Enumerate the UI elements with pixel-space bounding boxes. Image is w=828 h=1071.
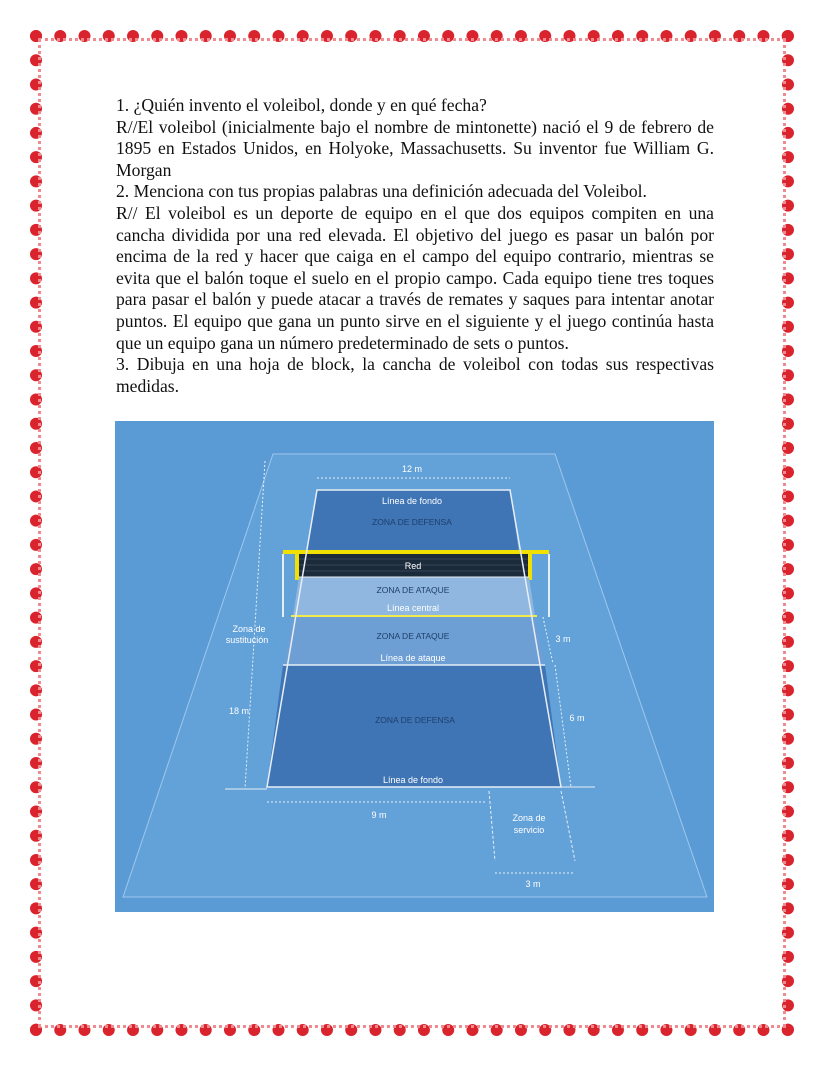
- label-defense-zone-bottom: ZONA DE DEFENSA: [375, 715, 455, 725]
- near-defense-zone: [267, 665, 561, 787]
- net-top-band: [283, 550, 549, 554]
- label-substitution-2: sustitución: [225, 635, 269, 645]
- label-defense-zone-top: ZONA DE DEFENSA: [372, 517, 452, 527]
- label-9m: 9 m: [371, 810, 387, 820]
- court-svg: [115, 421, 714, 912]
- question-1: 1. ¿Quién invento el voleibol, donde y en qué fecha?: [116, 95, 487, 115]
- net-post-right: [528, 550, 532, 580]
- label-substitution-1: Zona de: [232, 624, 266, 634]
- question-3: 3. Dibuja en una hoja de block, la cancha de voleibol con todas sus respectivas medidas.: [116, 354, 714, 396]
- document-body: [116, 95, 714, 397]
- label-attack-line: Línea de ataque: [380, 653, 446, 663]
- label-3m-side: 3 m: [555, 634, 571, 644]
- label-service-zone-1: Zona de: [512, 813, 546, 823]
- net-post-left: [295, 550, 299, 580]
- label-attack-zone-bottom: ZONA DE ATAQUE: [376, 631, 450, 641]
- label-back-line-top: Línea de fondo: [381, 496, 443, 506]
- label-service-zone-2: servicio: [513, 825, 545, 835]
- answer-1: R//El voleibol (inicialmente bajo el nombre de mintonette) nació el 9 de febrero de 1895 en Estados Unidos, en Holyoke, Massachusetts. Su inventor fue William G. Morgan: [116, 116, 714, 180]
- label-net: Red: [404, 561, 422, 571]
- label-attack-zone-top: ZONA DE ATAQUE: [376, 585, 450, 595]
- answer-2: R// El voleibol es un deporte de equipo en el que dos equipos compiten en una cancha dividida por una red elevada. El objetivo del juego es pasar un balón por encima de la red y hacer que caiga en el campo del equipo contrario, mientras se evita que el balón toque el suelo en el propio campo. Cada equipo tiene tres toques para pasar el balón y puede atacar a través de remates y saques para intentar anotar puntos. El equipo que gana un punto sirve en el siguiente y el juego continúa hasta que un equipo gana un número predeterminado de sets o puntos.: [116, 202, 714, 353]
- question-2: 2. Menciona con tus propias palabras una definición adecuada del Voleibol.: [116, 181, 647, 202]
- label-18m: 18 m: [228, 706, 250, 716]
- label-6m: 6 m: [569, 713, 585, 723]
- volleyball-court-figure: [115, 421, 714, 912]
- label-12m: 12 m: [401, 464, 423, 474]
- label-center-line: Línea central: [386, 603, 440, 613]
- label-back-line-bottom: Línea de fondo: [382, 775, 444, 785]
- label-3m-bottom: 3 m: [525, 879, 541, 889]
